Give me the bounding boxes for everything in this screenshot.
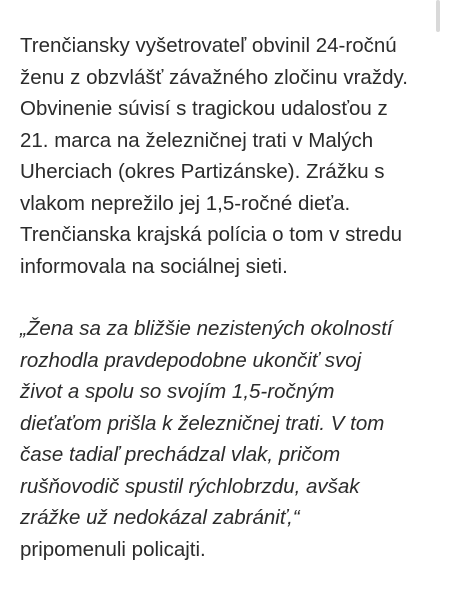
quote-line: rušňovodič spustil rýchlobrzdu, avšak [20, 474, 360, 498]
quote-line: dieťaťom prišla k železničnej trati. V tom [20, 411, 385, 435]
paragraph-line: vlakom neprežilo jej 1,5-ročné dieťa. [20, 191, 351, 215]
quote-line: život a spolu so svojím 1,5-ročným [20, 380, 335, 403]
paragraph-line: ženu z obzvlášť závažného zločinu vraždy. [20, 65, 408, 89]
paragraph-line: Trenčiansky vyšetrovateľ obvinil 24-ročnú [20, 34, 397, 57]
paragraph-line: informovala na sociálnej sieti. [20, 254, 288, 278]
paragraph-line: 21. marca na železničnej trati v Malých [20, 128, 374, 152]
scrollbar-thumb[interactable] [436, 0, 440, 32]
paragraph-line: Uherciach (okres Partizánske). Zrážku s [20, 160, 385, 183]
quote-attribution: pripomenuli policajti. [20, 537, 206, 561]
quote-line: „Žena sa za bližšie nezistených okolností [20, 317, 393, 340]
paragraph-line: Trenčianska krajská polícia o tom v stredu [20, 223, 403, 246]
quote-line: zrážke už nedokázal zabrániť,“ [20, 506, 300, 529]
article-paragraph [20, 30, 440, 282]
article-body [20, 30, 440, 565]
paragraph-line: Obvinenie súvisí s tragickou udalosťou z [20, 97, 388, 120]
quote-line: rozhodla pravdepodobne ukončiť svoj [20, 348, 362, 372]
quote-paragraph [20, 313, 440, 565]
quote-line: čase tadiaľ prechádzal vlak, pričom [20, 443, 341, 466]
